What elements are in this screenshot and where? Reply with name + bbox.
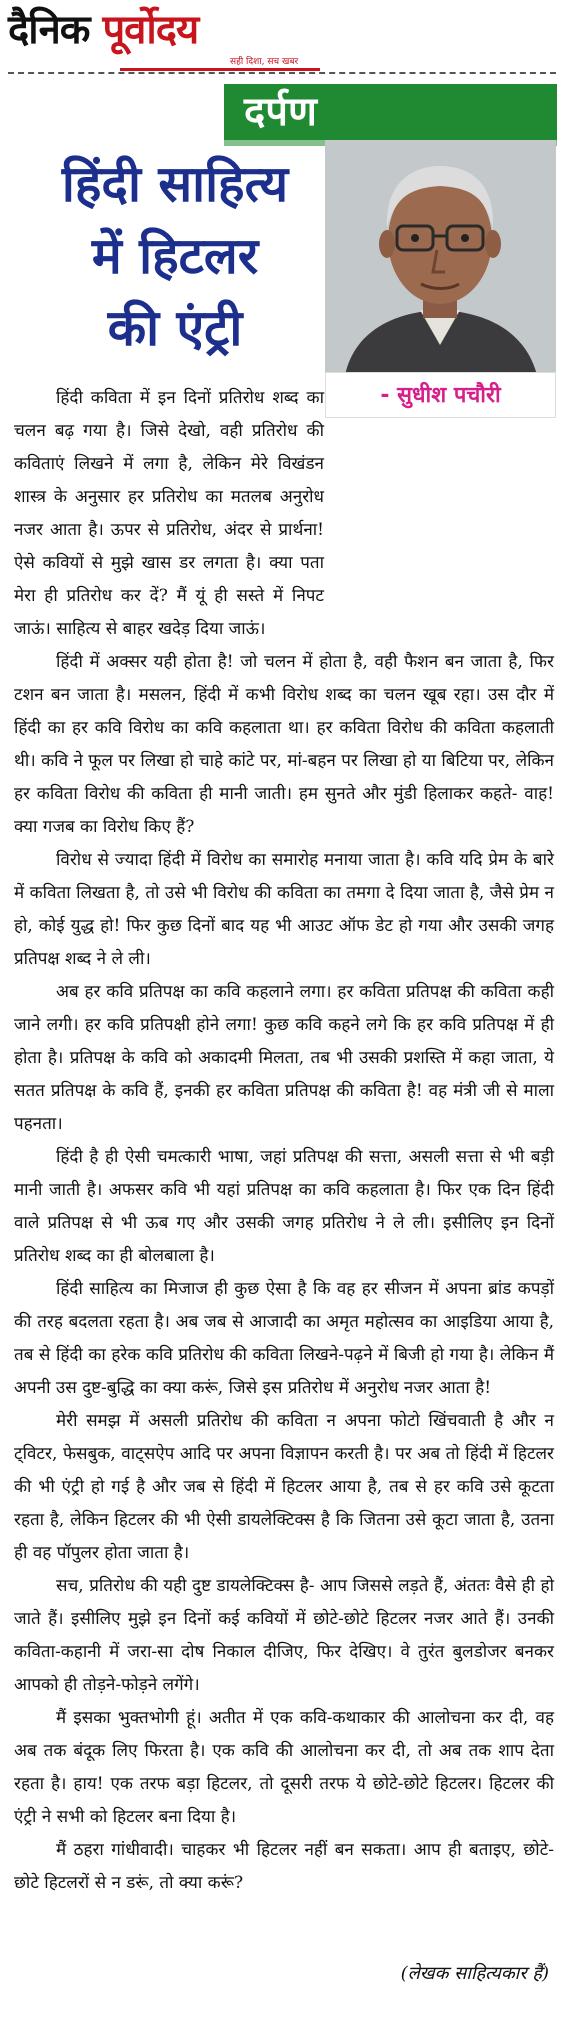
newspaper-logo xyxy=(8,4,198,56)
headline-line-2: में हिटलर xyxy=(91,227,259,285)
section-title: दर्पण xyxy=(244,89,317,135)
section-banner xyxy=(224,84,557,140)
headline-line-1: हिंदी साहित्य xyxy=(61,155,289,213)
logo-word-purvoday: पूर्वोदय xyxy=(102,7,199,53)
logo-word-dainik: दैनिक xyxy=(8,7,103,53)
article-paragraph: मेरी समझ में असली प्रतिरोध की कविता न अपना फोटो खिंचवाती है और न ट्विटर, फेसबुक, वाट्सऐप आदि पर अपना विज्ञापन करती है। पर अब तो हिंदी में हिटलर की भी एंट्री हो गई है और जब से हिंदी में हिटलर आया है, तब से हर कवि उसे कूटता रहता है, लेकिन हिटलर की भी ऐसी डायलेक्टिक्स है कि जितना उसे कूटा जाता है, उतना ही वह पॉपुलर होता जाता है। xyxy=(14,1411,554,1563)
masthead-tagline: सही दिशा, सच खबर xyxy=(230,57,299,67)
article-paragraph: हिंदी है ही ऐसी चमत्कारी भाषा, जहां प्रतिपक्ष की सत्ता, असली सत्ता से भी बड़ी मानी जाती है। अफसर कवि भी यहां प्रतिपक्ष का कवि कहलाता है। फिर एक दिन हिंदी वाले प्रतिपक्ष से भी ऊब गए और उसकी जगह प्रतिरोध ने ले ली। इसीलिए इन दिनों प्रतिरोध शब्द का ही बोलबाला है। xyxy=(14,1147,554,1266)
article-paragraph: मैं इसका भुक्तभोगी हूं। अतीत में एक कवि-कथाकार की आलोचना कर दी, वह अब तक बंदूक लिए फिरता है। एक कवि की आलोचना कर दी, तो अब तक शाप देता रहता है। हाय! एक तरफ बड़ा हिटलर, तो दूसरी तरफ ये छोटे-छोटे हिटलर। हिटलर की एंट्री ने सभी को हिटलर बना दिया है। xyxy=(14,1708,554,1827)
article-paragraph: हिंदी साहित्य का मिजाज ही कुछ ऐसा है कि वह हर सीजन में अपना ब्रांड कपड़ों की तरह बदलता रहता है। अब जब से आजादी का अमृत महोत्सव का आइडिया आया है, तब से हिंदी का हरेक कवि प्रतिरोध की कविता लिखने-पढ़ने में बिजी हो गया है। लेकिन मैं अपनी उस दुष्ट-बुद्धि का क्या करूं, जिसे इस प्रतिरोध में अनुरोध नजर आता है! xyxy=(14,1279,554,1398)
author-byline: - सुधीश पचौरी xyxy=(380,383,501,408)
article-headline xyxy=(30,148,320,364)
logo-underline xyxy=(120,68,320,71)
article-paragraph: अब हर कवि प्रतिपक्ष का कवि कहलाने लगा। हर कविता प्रतिपक्ष की कविता कही जाने लगी। हर कवि प्रतिपक्षी होने लगा! कुछ कवि कहने लगे कि हर कवि प्रतिपक्ष में ही होता है। प्रतिपक्ष के कवि को अकादमी मिलता, तब भी उसकी प्रशस्ति में कहा जाता, ये सतत प्रतिपक्ष के कवि हैं, इनकी हर कविता प्रतिपक्ष की कविता है! वह मंत्री जी से माला पहनता। xyxy=(14,982,554,1134)
headline-line-3: की एंट्री xyxy=(107,299,243,357)
article-paragraph: मैं ठहरा गांधीवादी। चाहकर भी हिटलर नहीं बन सकता। आप ही बताइए, छोटे-छोटे हिटलरों से न डरूं, तो क्या करूं? xyxy=(14,1840,554,1893)
article-paragraph: हिंदी कविता में इन दिनों प्रतिरोध शब्द का चलन बढ़ गया है। जिसे देखो, वही प्रतिरोध की कविताएं लिखने में लगा है, लेकिन मेरे विखंडन शास्त्र के अनुसार हर प्रतिरोध का मतलब अनुरोध नजर आता है। ऊपर से प्रतिरोध, अंदर से प्रार्थना! ऐसे कवियों से मुझे खास डर लगता है। क्या पता मेरा ही प्रतिरोध कर दें? मैं यूं ही सस्ते में निपट जाऊं। साहित्य से बाहर खदेड़ दिया जाऊं। xyxy=(14,388,324,639)
article-paragraph: सच, प्रतिरोध की यही दुष्ट डायलेक्टिक्स है- आप जिससे लड़ते हैं, अंततः वैसे ही हो जाते हैं। इसीलिए मुझे इन दिनों कई कवियों में छोटे-छोटे हिटलर नजर आते हैं। उनकी कविता-कहानी में जरा-सा दोष निकाल दीजिए, फिर देखिए। वे तुरंत बुलडोजर बनकर आपको ही तोड़ने-फोड़ने लगेंगे। xyxy=(14,1576,554,1695)
author-photo xyxy=(325,140,556,375)
masthead-divider xyxy=(8,72,556,74)
author-portrait-icon xyxy=(325,140,556,375)
masthead xyxy=(8,4,338,74)
article-body xyxy=(14,382,554,1900)
article-paragraph: हिंदी में अक्सर यही होता है! जो चलन में होता है, वही फैशन बन जाता है, फिर टशन बन जाता है। मसलन, हिंदी में कभी विरोध शब्द का चलन खूब रहा। उस दौर में हिंदी का हर कवि विरोध का कवि कहलाता था। हर कविता विरोध की कविता कहलाती थी। कवि ने फूल पर लिखा हो चाहे कांटे पर, मां-बहन पर लिखा हो या बिटिया पर, लेकिन हर कविता विरोध की कविता ही मानी जाती। हम सुनते और मुंडी हिलाकर कहते- वाह! क्या गजब का विरोध किए हैं? xyxy=(14,652,554,837)
author-note: (लेखक साहित्यकार हैं) xyxy=(400,1963,549,1984)
article-paragraph: विरोध से ज्यादा हिंदी में विरोध का समारोह मनाया जाता है। कवि यदि प्रेम के बारे में कविता लिखता है, तो उसे भी विरोध की कविता का तमगा दे दिया जाता है, जैसे प्रेम न हो, कोई युद्ध हो! फिर कुछ दिनों बाद यह भी आउट ऑफ डेट हो गया और उसकी जगह प्रतिपक्ष शब्द ने ले ली। xyxy=(14,850,554,969)
